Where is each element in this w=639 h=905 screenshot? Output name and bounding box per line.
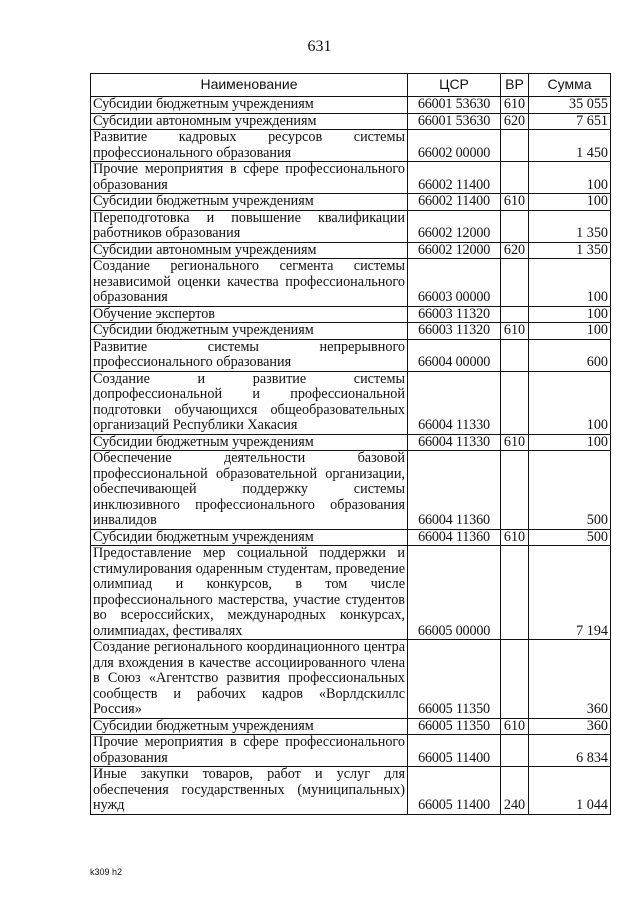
cell-csr: 66004 00000 (408, 339, 501, 371)
cell-name: Прочие мероприятия в сфере профессионального образования (91, 735, 408, 767)
cell-csr: 66004 11360 (408, 529, 501, 546)
table-row (91, 210, 611, 242)
table-row (91, 718, 611, 735)
cell-vr: 620 (501, 242, 529, 259)
table-row (91, 767, 611, 815)
table-row (91, 735, 611, 767)
page-number: 631 (307, 38, 332, 55)
cell-name: Создание регионального сегмента системы независимой оценки качества профессионального образования (91, 259, 408, 307)
budget-table (90, 73, 611, 815)
cell-sum: 360 (529, 718, 611, 735)
table-row (91, 451, 611, 530)
table-row (91, 194, 611, 211)
header-name: Наименование (91, 74, 408, 97)
cell-vr: 610 (501, 529, 529, 546)
cell-vr (501, 259, 529, 307)
cell-name: Субсидии бюджетным учреждениям (91, 323, 408, 340)
cell-vr (501, 546, 529, 640)
cell-name: Субсидии автономным учреждениям (91, 113, 408, 130)
cell-name: Субсидии бюджетным учреждениям (91, 718, 408, 735)
cell-sum: 100 (529, 306, 611, 323)
cell-sum: 6 834 (529, 735, 611, 767)
cell-csr: 66002 11400 (408, 194, 501, 211)
cell-csr: 66005 00000 (408, 546, 501, 640)
cell-csr: 66004 11330 (408, 434, 501, 451)
header-sum: Сумма (529, 74, 611, 97)
cell-vr: 240 (501, 767, 529, 815)
cell-name: Развитие системы непрерывного профессионального образования (91, 339, 408, 371)
table-row (91, 113, 611, 130)
table-row (91, 323, 611, 340)
footer-code: k309 h2 (90, 867, 123, 877)
cell-name: Обучение экспертов (91, 306, 408, 323)
cell-vr: 610 (501, 434, 529, 451)
cell-vr: 610 (501, 194, 529, 211)
cell-sum: 100 (529, 371, 611, 434)
cell-csr: 66004 11330 (408, 371, 501, 434)
cell-name: Субсидии бюджетным учреждениям (91, 434, 408, 451)
header-vr: ВР (501, 74, 529, 97)
cell-sum: 100 (529, 162, 611, 194)
cell-vr (501, 162, 529, 194)
cell-name: Обеспечение деятельности базовой профессиональной образовательной организации, обеспечивающей поддержку системы инклюзивного профессионального образования инвалидов (91, 451, 408, 530)
cell-sum: 1 044 (529, 767, 611, 815)
header-csr: ЦСР (408, 74, 501, 97)
cell-name: Переподготовка и повышение квалификации работников образования (91, 210, 408, 242)
cell-csr: 66005 11400 (408, 735, 501, 767)
cell-name: Субсидии бюджетным учреждениям (91, 97, 408, 114)
cell-vr (501, 210, 529, 242)
cell-csr: 66004 11360 (408, 451, 501, 530)
table-row (91, 546, 611, 640)
cell-vr (501, 339, 529, 371)
cell-vr (501, 451, 529, 530)
cell-csr: 66003 00000 (408, 259, 501, 307)
cell-vr: 610 (501, 97, 529, 114)
cell-sum: 1 350 (529, 242, 611, 259)
cell-vr (501, 735, 529, 767)
cell-name: Создание и развитие системы допрофессиональной и профессиональной подготовки обучающихся общеобразовательных организаций Республики Хакасия (91, 371, 408, 434)
cell-sum: 360 (529, 640, 611, 719)
table-row (91, 259, 611, 307)
cell-sum: 500 (529, 451, 611, 530)
table-row (91, 529, 611, 546)
cell-vr (501, 371, 529, 434)
cell-vr (501, 640, 529, 719)
cell-vr: 620 (501, 113, 529, 130)
cell-name: Иные закупки товаров, работ и услуг для обеспечения государственных (муниципальных) нужд (91, 767, 408, 815)
cell-csr: 66001 53630 (408, 113, 501, 130)
table-row (91, 162, 611, 194)
cell-name: Создание регионального координационного центра для вхождения в качестве ассоциированного члена в Союз «Агентство развития профессиональных сообществ и рабочих кадров «Ворлдскиллс Россия» (91, 640, 408, 719)
cell-sum: 500 (529, 529, 611, 546)
cell-name: Развитие кадровых ресурсов системы профессионального образования (91, 130, 408, 162)
cell-name: Прочие мероприятия в сфере профессионального образования (91, 162, 408, 194)
table-row (91, 434, 611, 451)
cell-sum: 7 194 (529, 546, 611, 640)
cell-sum: 35 055 (529, 97, 611, 114)
cell-sum: 7 651 (529, 113, 611, 130)
table-row (91, 97, 611, 114)
cell-csr: 66001 53630 (408, 97, 501, 114)
cell-csr: 66005 11350 (408, 640, 501, 719)
cell-sum: 1 450 (529, 130, 611, 162)
cell-csr: 66002 12000 (408, 242, 501, 259)
table-row (91, 339, 611, 371)
cell-sum: 100 (529, 259, 611, 307)
cell-csr: 66005 11350 (408, 718, 501, 735)
cell-sum: 600 (529, 339, 611, 371)
cell-csr: 66002 12000 (408, 210, 501, 242)
table-row (91, 371, 611, 434)
cell-csr: 66002 11400 (408, 162, 501, 194)
cell-name: Субсидии автономным учреждениям (91, 242, 408, 259)
table-row (91, 242, 611, 259)
cell-sum: 100 (529, 434, 611, 451)
cell-name: Предоставление мер социальной поддержки и стимулирования одаренным студентам, проведение олимпиад и конкурсов, в том числе профессионального мастерства, участие студентов во всероссийских, международных конкурсах, олимпиадах, фестивалях (91, 546, 408, 640)
cell-vr (501, 306, 529, 323)
table-header-row (91, 74, 611, 97)
cell-csr: 66002 00000 (408, 130, 501, 162)
table-row (91, 130, 611, 162)
cell-vr: 610 (501, 323, 529, 340)
cell-name: Субсидии бюджетным учреждениям (91, 194, 408, 211)
cell-sum: 100 (529, 323, 611, 340)
cell-sum: 1 350 (529, 210, 611, 242)
cell-name: Субсидии бюджетным учреждениям (91, 529, 408, 546)
cell-csr: 66003 11320 (408, 306, 501, 323)
table-row (91, 306, 611, 323)
cell-vr: 610 (501, 718, 529, 735)
cell-vr (501, 130, 529, 162)
table-row (91, 640, 611, 719)
cell-sum: 100 (529, 194, 611, 211)
cell-csr: 66003 11320 (408, 323, 501, 340)
cell-csr: 66005 11400 (408, 767, 501, 815)
